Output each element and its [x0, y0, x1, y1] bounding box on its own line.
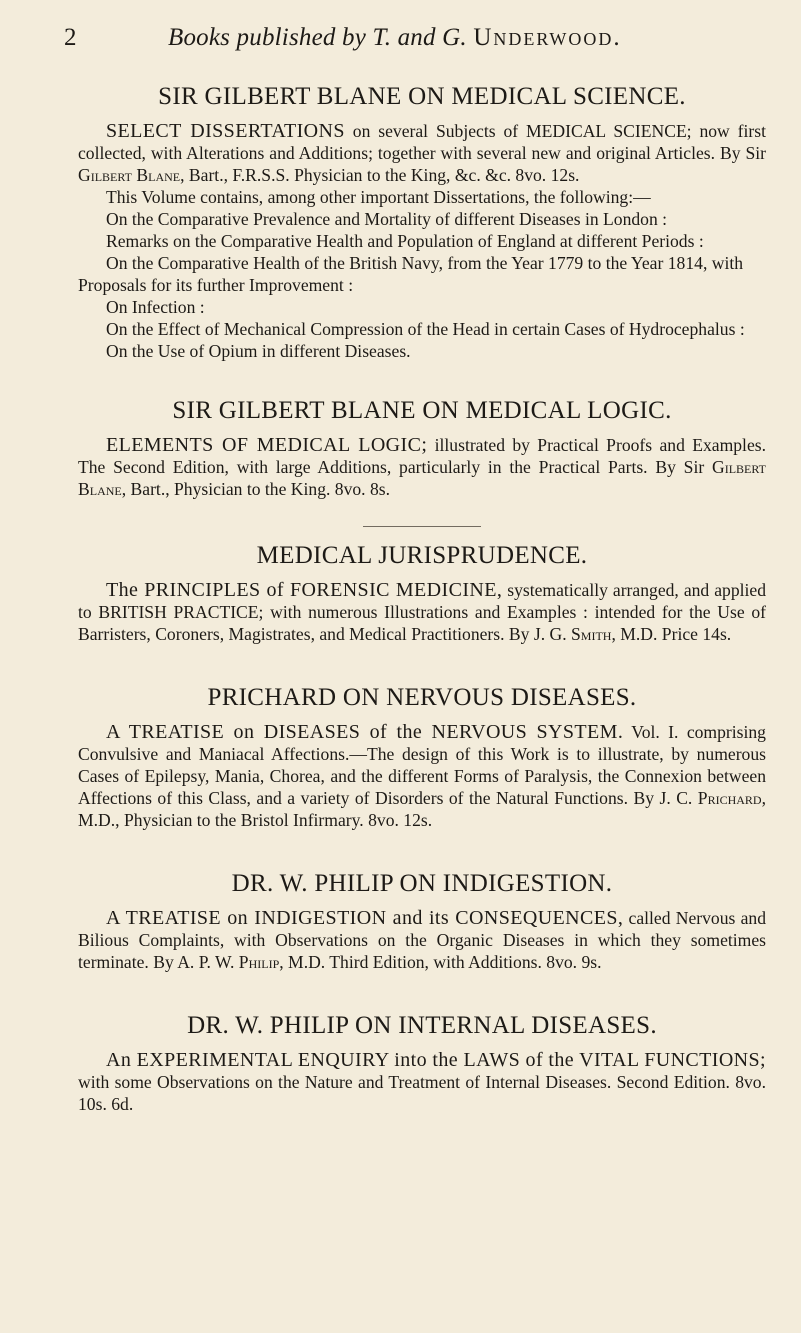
- entry-body: illustrated by Practical Proofs and Examples. The Second Edition, with large Additions, particularly in the Practical Parts. By Sir: [78, 435, 766, 477]
- entry-author: Smith: [571, 624, 612, 644]
- contents-intro: This Volume contains, among other important Dissertations, the following:—: [106, 187, 651, 207]
- entry-body: with some Observations on the Nature and Treatment of Internal Diseases. Second Edition. 8vo. 10s. 6d.: [78, 1072, 766, 1114]
- section-heading: SIR GILBERT BLANE ON MEDICAL LOGIC.: [172, 397, 672, 424]
- entry-body: on several Subjects of MEDICAL SCIENCE; now first collected, with Alterations and Additions; together with several new and original Articles. By Sir: [78, 121, 766, 163]
- section-medical-logic: [78, 396, 766, 500]
- section-heading: PRICHARD ON NERVOUS DISEASES.: [207, 684, 637, 711]
- section-spacer: [78, 645, 766, 683]
- contents-item: On Infection :: [106, 297, 205, 317]
- section-spacer: [78, 527, 766, 541]
- section-nervous-diseases: [78, 683, 766, 831]
- running-head-prefix: Books published by T. and G.: [168, 24, 467, 51]
- section-heading: DR. W. PHILIP ON INTERNAL DISEASES.: [187, 1012, 657, 1039]
- entry-body-end: , M.D. Price 14s.: [611, 624, 732, 644]
- entry-lead: A TREATISE on INDIGESTION and its CONSEQUENCES,: [106, 907, 624, 929]
- entry-author: Gilbert Blane: [78, 457, 766, 499]
- entry-body: called Nervous and Bilious Complaints, with Observations on the Organic Diseases in which they sometimes terminate. By A. P. W.: [78, 908, 766, 972]
- contents-item: Remarks on the Comparative Health and Population of England at different Periods :: [106, 231, 704, 251]
- page-number: 2: [64, 24, 77, 51]
- entry-lead: The PRINCIPLES of FORENSIC MEDICINE,: [106, 579, 503, 601]
- contents-item: On the Comparative Prevalence and Mortality of different Diseases in London :: [106, 209, 668, 229]
- entry-body-end: , M.D., Physician to the Bristol Infirmary. 8vo. 12s.: [78, 788, 766, 830]
- entry-lead: ELEMENTS OF MEDICAL LOGIC;: [106, 434, 428, 456]
- running-head-title: [168, 24, 622, 52]
- section-heading: SIR GILBERT BLANE ON MEDICAL SCIENCE.: [158, 83, 686, 110]
- page-content: [78, 82, 766, 1115]
- entry-lead: A TREATISE on DISEASES of the NERVOUS SYSTEM.: [106, 721, 624, 743]
- entry-author: Gilbert Blane: [78, 165, 181, 185]
- running-head: [64, 24, 761, 60]
- section-spacer: [78, 500, 766, 526]
- book-entry: [78, 721, 766, 831]
- book-entry: [78, 907, 766, 973]
- entry-lead: An EXPERIMENTAL ENQUIRY into the LAWS of the VITAL FUNCTIONS;: [106, 1049, 766, 1071]
- entry-lead: SELECT DISSERTATIONS: [106, 120, 345, 142]
- section-internal-diseases: [78, 1011, 766, 1115]
- section-spacer: [78, 831, 766, 869]
- entry-body: Vol. I. comprising Convulsive and Maniacal Affections.—The design of this Work is to illustrate, by numerous Cases of Epilepsy, Mania, Chorea, and the different Forms of Paralysis, the Connexion between Affections of this Class, and a variety of Disorders of the Natural Functions. By J. C.: [78, 722, 766, 808]
- section-divider: [363, 526, 481, 527]
- book-entry: [78, 434, 766, 500]
- section-indigestion: [78, 869, 766, 973]
- section-spacer: [78, 973, 766, 1011]
- section-heading: DR. W. PHILIP ON INDIGESTION.: [231, 870, 613, 897]
- contents-item: On the Comparative Health of the British Navy, from the Year 1779 to the Year 1814, with Proposals for its further Improvement :: [78, 253, 744, 295]
- section-jurisprudence: [78, 541, 766, 645]
- book-entry: [78, 579, 766, 645]
- section-heading: MEDICAL JURISPRUDENCE.: [256, 542, 588, 569]
- entry-body-end: , Bart., Physician to the King. 8vo. 8s.: [121, 479, 391, 499]
- entry-body-end: , Bart., F.R.S.S. Physician to the King, &c. &c. 8vo. 12s.: [180, 165, 580, 185]
- book-entry: [78, 120, 766, 186]
- entry-author: Prichard: [697, 788, 762, 808]
- book-entry: [78, 1049, 766, 1115]
- entry-body-end: , M.D. Third Edition, with Additions. 8vo. 9s.: [279, 952, 602, 972]
- section-medical-science: [78, 82, 766, 362]
- contents-item: On the Use of Opium in different Diseases.: [106, 341, 411, 361]
- contents-item: On the Effect of Mechanical Compression of the Head in certain Cases of Hydrocephalus :: [106, 319, 745, 339]
- entry-author: Philip: [238, 952, 280, 972]
- running-head-publisher: Underwood.: [473, 24, 622, 51]
- section-spacer: [78, 362, 766, 396]
- entry-body: systematically arranged, and applied to BRITISH PRACTICE; with numerous Illustrations and Examples : intended for the Use of Barristers, Coroners, Magistrates, and Medical Practitioners. By J. G.: [78, 580, 766, 644]
